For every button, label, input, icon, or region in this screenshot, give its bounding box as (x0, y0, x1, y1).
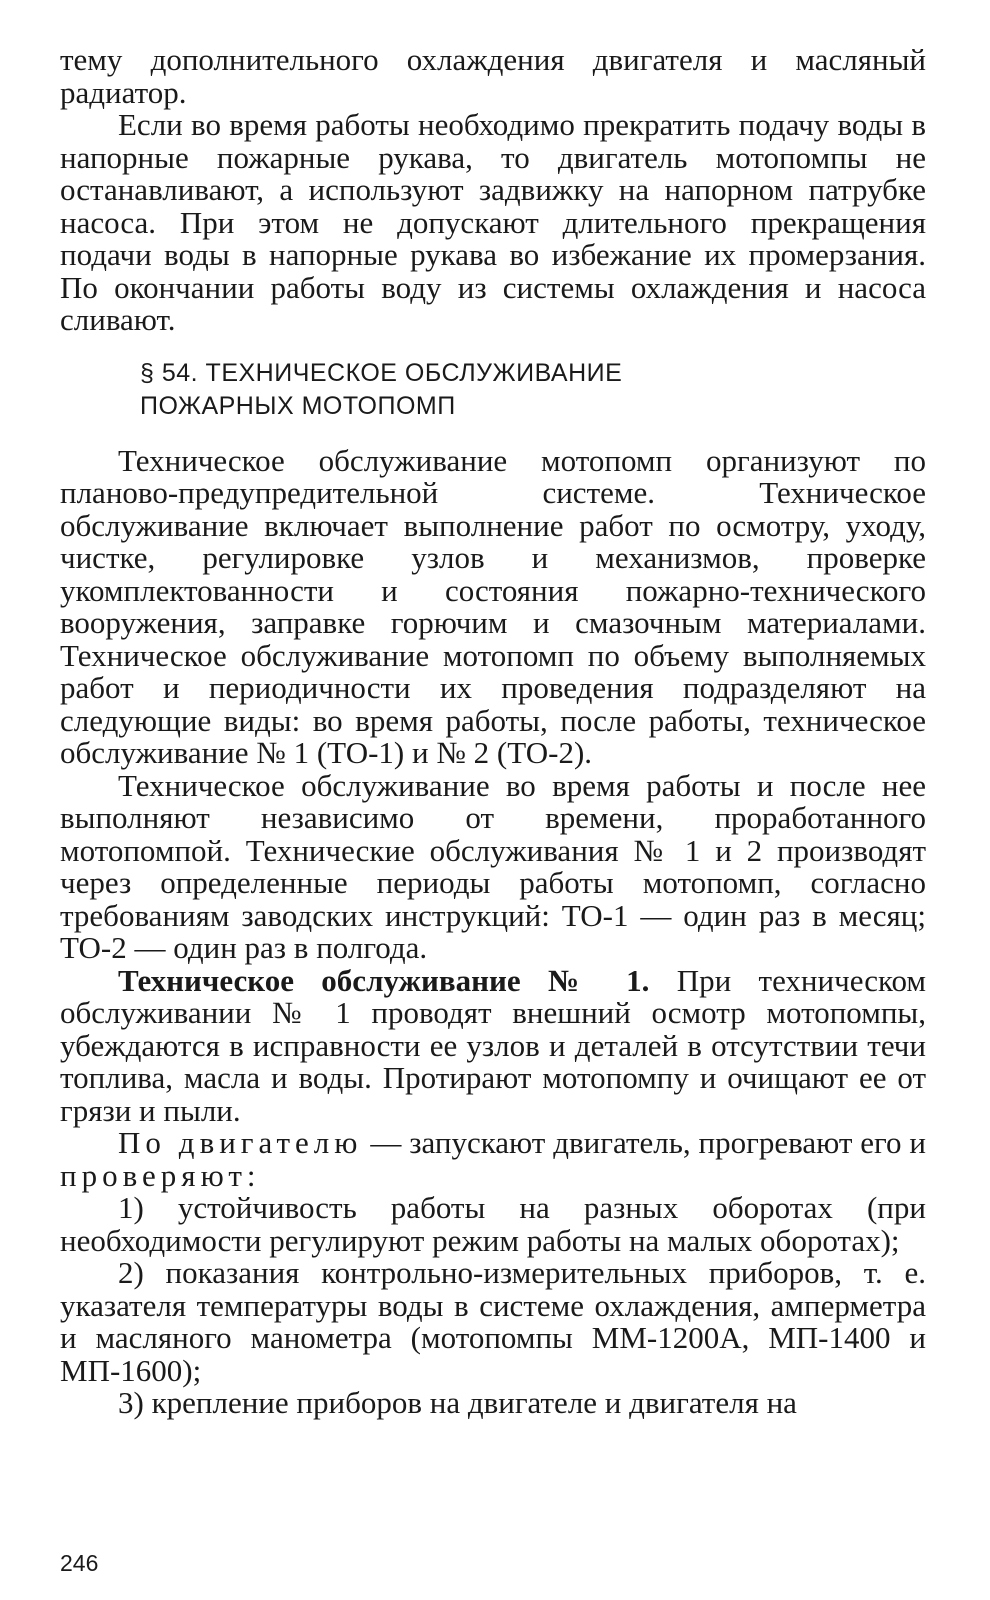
section-heading (140, 357, 926, 423)
subsection-title: Техническое обслуживание № 1. (118, 962, 650, 998)
engine-text: — запускают двигатель, прогревают его и (362, 1125, 926, 1160)
body-paragraph-1: Техническое обслуживание мотопомп организуют по планово-предупредительной системе. Техническое обслуживание включает выполнение работ по осмотру, уходу, чистке, регулировке узлов и механизмов, проверке укомплектованности и состояния пожарно-технического вооружения, заправке горючим и смазочным материалами. Техническое обслуживание мотопомп по объему выполняемых работ и периодичности их проведения подразделяют на следующие виды: во время работы, после работы, техническое обслуживание № 1 (ТО-1) и № 2 (ТО-2). (60, 442, 926, 770)
section-heading-line-1: § 54. ТЕХНИЧЕСКОЕ ОБСЛУЖИВАНИЕ (140, 358, 623, 387)
list-item-3: 3) крепление приборов на двигателе и двигателя на (118, 1385, 797, 1420)
subsection-text: При техническом обслуживании № 1 проводят внешний осмотр мотопомпы, убеждаются в исправности ее узлов и деталей в отсутствии течи топлива, масла и воды. Протирают мотопомпу и очищают ее от грязи и пыли. (60, 962, 927, 1128)
intro-paragraph-continuation: тему дополнительного охлаждения двигателя и масляный радиатор. (60, 42, 926, 110)
body-paragraph-3 (60, 962, 927, 1128)
intro-paragraph: Если во время работы необходимо прекратить подачу воды в напорные пожарные рукава, то двигатель мотопомпы не останавливают, а используют задвижку на напорном патрубке насоса. При этом не допускают длительного прекращения подачи воды в напорные рукава во избежание их промерзания. По окончании работы воду из системы охлаждения и насоса сливают. (60, 107, 926, 337)
page-number: 246 (60, 1550, 99, 1576)
body-paragraph-2: Техническое обслуживание во время работы и после нее выполняют независимо от времени, проработанного мотопомпой. Технические обслуживания № 1 и 2 производят через определенные периоды работы мотопомп, согласно требованиям заводских инструкций: ТО-1 — один раз в месяц; ТО-2 — один раз в полгода. (60, 767, 926, 965)
spaced-term-check: проверяют (60, 1157, 247, 1193)
section-heading-line-2: ПОЖАРНЫХ МОТОПОМП (140, 391, 456, 420)
spaced-term-engine: По двигателю (118, 1125, 363, 1160)
list-item-1: 1) устойчивость работы на разных оборотах (при необходимости регулируют режим работы на малых оборотах); (60, 1190, 926, 1258)
body-paragraph-4 (60, 1127, 926, 1192)
list-item-2: 2) показания контрольно-измерительных приборов, т. е. указателя температуры воды в системе охлаждения, амперметра и масляного манометра (мотопомпы ММ-1200А, МП-1400 и МП-1600); (60, 1255, 926, 1388)
page-content (60, 44, 926, 1420)
engine-text-end: : (246, 1157, 256, 1193)
